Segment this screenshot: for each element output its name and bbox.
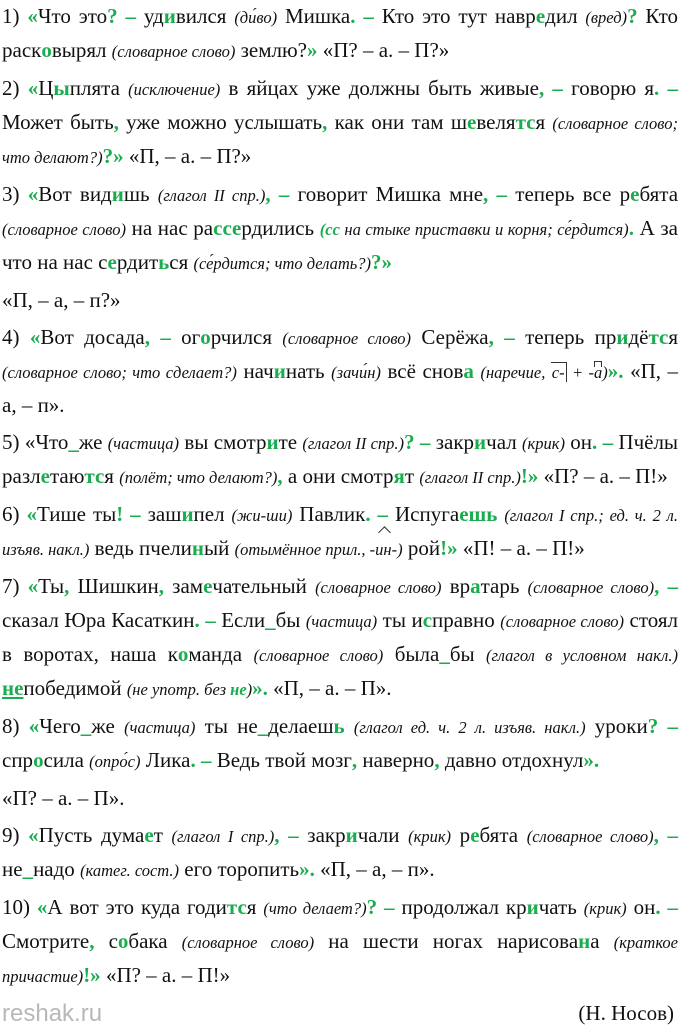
text-run: вы смотр xyxy=(179,430,267,454)
highlighted-spelling: ь xyxy=(333,714,345,738)
text-run: Вот досада xyxy=(40,325,145,349)
highlighted-spelling: е xyxy=(470,823,480,847)
annotation: (словарное слово) xyxy=(315,578,442,597)
sentence-paragraph xyxy=(2,498,678,566)
text-run: землю? xyxy=(235,38,307,62)
sentence-paragraph xyxy=(2,819,678,887)
highlighted-spelling: . – xyxy=(365,502,389,526)
highlighted-spelling: , xyxy=(64,574,70,598)
text-run: Может быть xyxy=(2,110,114,134)
text-run: рдились xyxy=(241,216,320,240)
highlighted-spelling: _ xyxy=(22,857,34,881)
sentence-paragraph xyxy=(2,891,678,993)
sentence-number: 9) xyxy=(2,823,29,847)
highlighted-spelling: , – xyxy=(538,76,563,100)
text-run: бы xyxy=(275,608,306,632)
text-run: я xyxy=(535,110,553,134)
highlighted-spelling: ? – xyxy=(107,4,137,28)
annotation: (словарное слово) xyxy=(253,646,384,665)
text-run: закр xyxy=(298,823,346,847)
highlighted-spelling: ?» xyxy=(102,144,124,168)
highlighted-spelling: « xyxy=(28,823,39,847)
annotation: (частица) xyxy=(305,612,378,631)
highlighted-spelling: « xyxy=(27,182,39,206)
text-run: заш xyxy=(140,502,182,526)
text-run: теперь пр xyxy=(514,325,617,349)
text-run: Что это xyxy=(37,4,108,28)
annotation: ) xyxy=(246,680,253,699)
text-run: таю xyxy=(49,464,85,488)
ending-mark: а xyxy=(594,363,603,382)
highlighted-spelling: ешь xyxy=(459,502,498,526)
highlighted-spelling: « xyxy=(27,574,39,598)
text-run: пел xyxy=(193,502,232,526)
text-run: закр xyxy=(430,430,475,454)
highlighted-spelling: и xyxy=(616,325,629,349)
highlighted-spelling: . – xyxy=(190,748,212,772)
highlighted-spelling: ». xyxy=(583,748,600,772)
sentence-number: 3) xyxy=(2,182,28,206)
text-run: Ц xyxy=(38,76,54,100)
underlined-prefix: не xyxy=(2,676,24,700)
text-run: с xyxy=(94,929,118,953)
text-run: же xyxy=(91,714,125,738)
text-run: чали xyxy=(357,823,409,847)
highlighted-spelling: тс xyxy=(84,464,105,488)
highlighted-spelling: о xyxy=(41,38,52,62)
annotation: (крик) xyxy=(583,899,627,918)
text-run: в яйцах уже должны быть живые xyxy=(220,76,539,100)
text-run: нать xyxy=(285,359,332,383)
annotation: (катег. сост.) xyxy=(80,861,180,880)
text-run: вился xyxy=(175,4,235,28)
highlighted-spelling: и xyxy=(266,430,279,454)
text-run: сказал Юра Касаткин xyxy=(2,608,195,632)
highlighted-spelling: , – xyxy=(265,182,290,206)
text-run: чал xyxy=(486,430,523,454)
text-run: Мишка xyxy=(277,4,351,28)
text-run: а они смотр xyxy=(282,464,394,488)
intonation-scheme: «П, – а, – п?» xyxy=(2,288,121,312)
annotation: (частица) xyxy=(124,718,196,737)
text-run: его торопить xyxy=(179,857,300,881)
text-run: р xyxy=(451,823,471,847)
text-run: наверно xyxy=(357,748,435,772)
highlighted-spelling: . – xyxy=(655,895,679,919)
text-run: Если xyxy=(215,608,266,632)
highlighted-spelling: о xyxy=(117,929,129,953)
sentence-number: 1) xyxy=(2,4,28,28)
highlighted-spelling: е xyxy=(144,823,154,847)
text-run: веля xyxy=(476,110,516,134)
annotation: (краткое причастие) xyxy=(2,933,678,986)
annotation: (словарное слово) xyxy=(527,578,655,597)
annotation: (глагол ед. ч. 2 л. изъяв. накл.) xyxy=(353,718,586,737)
highlighted-spelling: е xyxy=(40,464,50,488)
highlighted-spelling: . – xyxy=(654,76,678,100)
text-run: бы xyxy=(449,642,487,666)
text-run: «П, – а, – п». xyxy=(2,359,679,417)
text-run: говорит Мишка мне xyxy=(289,182,484,206)
text-run: теперь все р xyxy=(507,182,631,206)
highlighted-spelling: , – xyxy=(653,823,679,847)
annotation: (глагол II спр.) xyxy=(419,468,521,487)
highlighted-spelling: , – xyxy=(488,325,515,349)
text-run: не xyxy=(2,857,23,881)
text-run: давно отдохнул xyxy=(439,748,584,772)
annotation: (словарное слово) xyxy=(282,329,412,348)
text-run: Лика xyxy=(140,748,191,772)
text-run: говорю я xyxy=(562,76,655,100)
highlighted-spelling: а xyxy=(470,574,481,598)
highlighted-spelling: е xyxy=(107,250,117,274)
text-run: «П, – а. – П?» xyxy=(123,144,252,168)
annotation: (крик) xyxy=(522,434,565,453)
annotation: (что делает?) xyxy=(263,899,367,918)
highlighted-spelling: , xyxy=(158,574,164,598)
annotation: (словарное слово; что сделает?) xyxy=(2,363,237,382)
text-run: плята xyxy=(69,76,129,100)
highlighted-spelling: и xyxy=(526,895,539,919)
text-run: Ты xyxy=(38,574,65,598)
text-run: чать xyxy=(538,895,584,919)
text-run: тарь xyxy=(480,574,528,598)
sentence-paragraph xyxy=(2,178,678,280)
annotation: (наречие, xyxy=(480,363,551,382)
annotation: ) xyxy=(602,363,608,382)
highlighted-annotation: (сс xyxy=(319,220,340,239)
highlighted-spelling: ? – xyxy=(404,430,431,454)
text-run: Пусть дума xyxy=(38,823,145,847)
annotation: (глагол I спр.) xyxy=(171,827,275,846)
text-run: Кто это тут навр xyxy=(373,4,536,28)
highlighted-spelling: с xyxy=(422,608,433,632)
highlighted-spelling: ! – xyxy=(116,502,141,526)
highlighted-spelling: н xyxy=(191,536,204,560)
text-run: я xyxy=(246,895,264,919)
text-run: Испуга xyxy=(388,502,460,526)
text-run: уд xyxy=(136,4,164,28)
highlighted-spelling: , xyxy=(434,748,440,772)
highlighted-spelling: , xyxy=(277,464,283,488)
highlighted-spelling: , xyxy=(113,110,119,134)
highlighted-spelling: _ xyxy=(439,642,450,666)
text-run: как они там ш xyxy=(327,110,467,134)
text-run: бята xyxy=(479,823,527,847)
prefix-mark: с- xyxy=(551,363,565,382)
intonation-scheme: «П? – а. – П». xyxy=(2,786,125,810)
highlighted-spelling: ы xyxy=(53,76,70,100)
highlighted-spelling: _ xyxy=(257,714,269,738)
text-run: Кто раск xyxy=(2,4,679,62)
text-run: дил xyxy=(545,4,586,28)
annotation: (не употр. без xyxy=(126,680,231,699)
annotation: (глагол I спр.; ед. ч. 2 л. изъяв. накл.) xyxy=(2,506,679,559)
text-run: Смотрите xyxy=(2,929,90,953)
highlighted-spelling: е xyxy=(630,182,640,206)
text-run: т xyxy=(404,464,420,488)
annotation: (словарное слово) xyxy=(500,612,625,631)
highlighted-spelling: е xyxy=(467,110,477,134)
sentence-number: 8) xyxy=(2,714,29,738)
highlighted-spelling: ? – xyxy=(366,895,395,919)
highlighted-spelling: _ xyxy=(265,608,276,632)
text-run: я xyxy=(104,464,120,488)
text-run: сила xyxy=(43,748,90,772)
text-run: рдит xyxy=(116,250,159,274)
text-run: же xyxy=(78,430,108,454)
highlighted-spelling: !» xyxy=(520,464,539,488)
highlighted-spelling: . xyxy=(628,216,634,240)
text-run: уроки xyxy=(585,714,648,738)
highlighted-spelling: . – xyxy=(194,608,216,632)
text-run: «П? – а. – П?» xyxy=(317,38,450,62)
annotation: (крик) xyxy=(408,827,452,846)
annotation: (глагол II спр.) xyxy=(302,434,405,453)
footer xyxy=(2,997,678,1030)
annotation: (ди́во) xyxy=(234,8,278,27)
text-run: вырял xyxy=(51,38,112,62)
highlighted-spelling: ? – xyxy=(647,714,678,738)
text-run: надо xyxy=(33,857,81,881)
text-run: «П! – а. – П!» xyxy=(457,536,585,560)
text-run: Пчёлы разл xyxy=(2,430,679,488)
suffix-mark: ин xyxy=(375,533,391,566)
text-run: манда xyxy=(188,642,254,666)
highlighted-spelling: « xyxy=(29,325,41,349)
sentence-number: 4) xyxy=(2,325,30,349)
highlighted-spelling: » xyxy=(307,38,318,62)
text-run: вр xyxy=(441,574,471,598)
annotation: (словарное слово) xyxy=(181,933,315,952)
sentence-paragraph xyxy=(2,321,678,422)
highlighted-spelling: ь xyxy=(158,250,170,274)
text-run: я xyxy=(668,325,679,349)
sentence-paragraph xyxy=(2,426,678,494)
text-run: ты и xyxy=(377,608,423,632)
author-attribution: (Н. Носов) xyxy=(578,1001,674,1025)
highlighted-spelling: ». xyxy=(299,857,315,881)
text-run: ведь пчели xyxy=(89,536,192,560)
text-run: продолжал кр xyxy=(394,895,527,919)
text-run: Павлик xyxy=(292,502,366,526)
highlighted-spelling: « xyxy=(36,895,48,919)
text-run: он xyxy=(564,430,593,454)
highlighted-spelling: _ xyxy=(80,714,92,738)
text-run: ты не xyxy=(195,714,258,738)
highlighted-spelling: ». xyxy=(252,676,268,700)
text-run: ый xyxy=(203,536,235,560)
highlighted-spelling: « xyxy=(26,502,37,526)
text-run: он xyxy=(626,895,656,919)
highlighted-spelling: , – xyxy=(483,182,508,206)
text-run: рой xyxy=(402,536,441,560)
text-run: рчился xyxy=(210,325,283,349)
text-run: Серёжа xyxy=(411,325,489,349)
text-run: дё xyxy=(628,325,649,349)
highlighted-spelling: ? xyxy=(627,4,638,28)
annotation: -) xyxy=(391,540,403,559)
text-run: нач xyxy=(236,359,274,383)
highlighted-spelling: . – xyxy=(350,4,374,28)
highlighted-annotation: не xyxy=(230,680,247,699)
text-run: шь xyxy=(123,182,158,206)
highlighted-spelling: « xyxy=(27,4,38,28)
highlighted-spelling: е xyxy=(535,4,546,28)
text-run: бята xyxy=(639,182,679,206)
text-run: а xyxy=(590,929,614,953)
sentence-number: 7) xyxy=(2,574,28,598)
highlighted-spelling: тс xyxy=(648,325,669,349)
highlighted-spelling: , – xyxy=(144,325,171,349)
highlighted-spelling: , xyxy=(322,110,328,134)
highlighted-spelling: , – xyxy=(654,574,678,598)
text-run: Вот вид xyxy=(38,182,112,206)
highlighted-spelling: . – xyxy=(592,430,614,454)
annotation: (глагол в условном накл.) xyxy=(486,646,678,665)
highlighted-spelling: а xyxy=(463,359,474,383)
text-run: уже можно услышать xyxy=(118,110,323,134)
highlighted-spelling: , xyxy=(89,929,95,953)
sentence-paragraph xyxy=(2,710,678,778)
exercise-text xyxy=(2,0,678,993)
annotation: на стыке приставки и корня; се́рдится) xyxy=(339,220,629,239)
annotation: (словарное слово; что делают?) xyxy=(2,114,678,167)
sentence-paragraph xyxy=(2,570,678,706)
text-run: А вот это куда годи xyxy=(47,895,227,919)
text-run: т xyxy=(153,823,172,847)
annotation: (зачи́н) xyxy=(331,363,381,382)
highlighted-spelling: тс xyxy=(226,895,247,919)
highlighted-spelling: и xyxy=(163,4,176,28)
text-run: делаеш xyxy=(268,714,334,738)
annotation: (словарное слово) xyxy=(111,42,236,61)
text-run: правно xyxy=(432,608,501,632)
annotation: (се́рдится; что делать?) xyxy=(193,254,372,273)
text-run: ог xyxy=(170,325,201,349)
text-run: «П, – а, – п». xyxy=(314,857,435,881)
text-run: спр xyxy=(2,748,34,772)
annotation: (словарное слово) xyxy=(2,220,126,239)
text-run: всё снов xyxy=(380,359,464,383)
text-run: те xyxy=(278,430,303,454)
annotation: (жи-ши) xyxy=(231,506,293,525)
sentence-number: 5) xyxy=(2,430,25,454)
annotation: (исключение) xyxy=(128,80,221,99)
highlighted-spelling: е xyxy=(203,574,213,598)
text-run: Шишкин xyxy=(69,574,159,598)
annotation: (полёт; что делают?) xyxy=(119,468,278,487)
highlighted-spelling: о xyxy=(200,325,211,349)
text-run: ся xyxy=(169,250,194,274)
highlighted-spelling: и xyxy=(273,359,286,383)
sentence-number: 10) xyxy=(2,895,37,919)
highlighted-spelling: ссе xyxy=(213,216,242,240)
highlighted-spelling: « xyxy=(27,76,39,100)
sentence-paragraph xyxy=(2,72,678,174)
highlighted-spelling: н xyxy=(578,929,591,953)
highlighted-spelling: и xyxy=(111,182,124,206)
annotation: (глагол II спр.) xyxy=(157,186,266,205)
highlighted-spelling: ». xyxy=(607,359,624,383)
text-run: «Что xyxy=(24,430,69,454)
text-run: была xyxy=(383,642,440,666)
highlighted-spelling: и xyxy=(181,502,194,526)
sentence-number: 2) xyxy=(2,76,28,100)
highlighted-spelling: _ xyxy=(68,430,79,454)
text-run xyxy=(345,714,354,738)
highlighted-spelling: !» xyxy=(83,963,101,987)
text-run: «П, – а. – П». xyxy=(267,676,392,700)
text-run: зам xyxy=(164,574,204,598)
text-run: бака xyxy=(128,929,182,953)
annotation: (опро́с) xyxy=(89,752,141,771)
text-run: чательный xyxy=(212,574,316,598)
sentence-number: 6) xyxy=(2,502,27,526)
highlighted-spelling: ?» xyxy=(371,250,393,274)
highlighted-spelling: и xyxy=(474,430,487,454)
text-run: «П? – а. – П!» xyxy=(538,464,668,488)
annotation: + - xyxy=(566,363,595,382)
annotation: (частица) xyxy=(107,434,180,453)
sentence-paragraph xyxy=(2,0,678,68)
annotation: (вред) xyxy=(585,8,628,27)
highlighted-spelling: , xyxy=(351,748,358,772)
highlighted-spelling: о xyxy=(177,642,189,666)
text-run: на нас ра xyxy=(125,216,214,240)
watermark-logo: reshak.ru xyxy=(2,1000,103,1027)
highlighted-spelling: « xyxy=(28,714,40,738)
highlighted-spelling: !» xyxy=(440,536,458,560)
highlighted-spelling: , – xyxy=(274,823,299,847)
highlighted-spelling: я xyxy=(393,464,405,488)
text-run: победимой xyxy=(23,676,127,700)
text-run: стоял в воротах, наша к xyxy=(2,608,679,666)
text-run: Чего xyxy=(39,714,81,738)
highlighted-spelling: тс xyxy=(515,110,536,134)
text-run: Ведь твой мозг xyxy=(211,748,352,772)
text-run: «П? – а. – П!» xyxy=(100,963,231,987)
annotation: (отымённое прил., - xyxy=(234,540,376,559)
text-run: А за что на нас с xyxy=(2,216,678,274)
highlighted-spelling: и xyxy=(345,823,358,847)
text-run: на шести ногах нарисова xyxy=(314,929,579,953)
text-run: Тише ты xyxy=(36,502,117,526)
annotation: (словарное слово) xyxy=(526,827,654,846)
highlighted-spelling: о xyxy=(33,748,44,772)
